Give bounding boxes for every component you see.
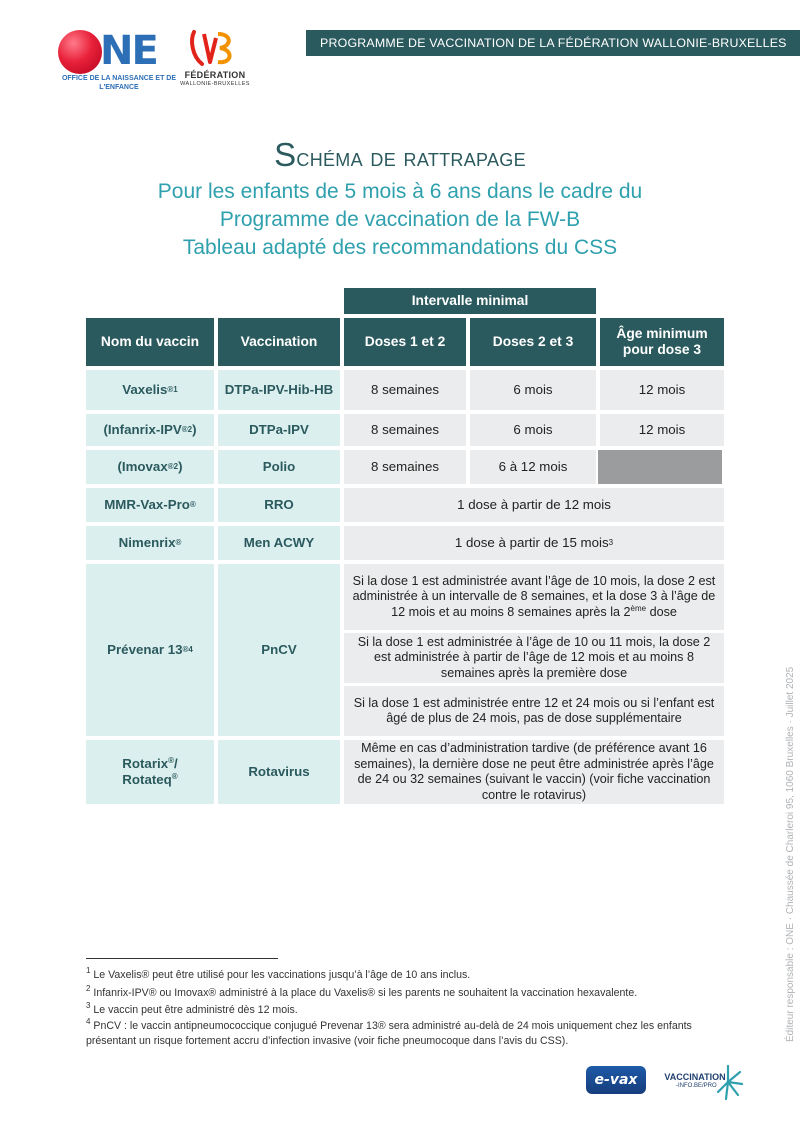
row-infanrix-name: (Infanrix-IPV ®2 ) <box>86 414 214 446</box>
vaccination-info-title: VACCINATION <box>664 1072 726 1082</box>
row-nimenrix-vaccination: Men ACWY <box>218 526 340 560</box>
case-1-text <box>350 574 718 621</box>
fwb-subtitle: WALLONIE-BRUXELLES <box>180 81 250 87</box>
row-vaxelis-age: 12 mois <box>600 370 724 410</box>
subtitle-line-3: Tableau adapté des recommandations du CSS <box>182 236 618 259</box>
vaccine-name-a-text: Rotarix <box>122 756 169 771</box>
vaccine-name: Nimenrix <box>118 535 176 550</box>
footnote-3 <box>86 1003 726 1018</box>
group-header-interval: Intervalle minimal <box>344 288 596 314</box>
row-imovax-name: (Imovax ®2 ) <box>86 450 214 484</box>
catchup-table <box>86 288 724 804</box>
program-banner: PROGRAMME DE VACCINATION DE LA FÉDÉRATION WALLONIE-BRUXELLES <box>306 30 800 56</box>
row-vaxelis-d12: 8 semaines <box>344 370 466 410</box>
footnote-text: PnCV : le vaccin antipneumococcique conjugué Prevenar 13® sera administré au-delà de 24 mois uniquement chez les enfants présentant un risque fortement accru d’infection invasive (voir fiche pneumocoque dans l’avis du CSS). <box>86 1020 692 1047</box>
row-imovax-d12: 8 semaines <box>344 450 466 484</box>
col-header-vaccination: Vaccination <box>218 318 340 366</box>
footnote-num: 4 <box>86 1017 91 1026</box>
one-logo <box>58 28 178 94</box>
row-imovax-d23: 6 à 12 mois <box>470 450 596 484</box>
row-mmr-schedule: 1 dose à partir de 12 mois <box>344 488 724 522</box>
row-infanrix-d23: 6 mois <box>470 414 596 446</box>
footnote-num: 2 <box>86 984 91 993</box>
footnote-4 <box>86 1019 726 1049</box>
vaccine-name-b-sup: ® <box>171 772 178 781</box>
row-vaxelis-name: Vaxelis ®1 <box>86 370 214 410</box>
col-header-age-min: Âge minimum pour dose 3 <box>600 318 724 366</box>
page-title <box>0 138 800 174</box>
footnote-rule <box>86 958 278 959</box>
fwb-title: FÉDÉRATION <box>184 70 246 80</box>
vaccine-name: MMR-Vax-Pro <box>104 497 190 512</box>
row-vaxelis-d23: 6 mois <box>470 370 596 410</box>
vaccine-name-b <box>122 772 177 788</box>
footnote-num: 3 <box>86 1001 91 1010</box>
vaccine-name: (Imovax <box>117 459 168 474</box>
page-title-rest: chéma de rattrapage <box>296 142 526 172</box>
footnote-1 <box>86 968 726 983</box>
row-mmr-name: MMR-Vax-Pro ® <box>86 488 214 522</box>
row-rotarix-name <box>86 740 214 804</box>
vaccination-info-sub: -INFO.BE/PRO <box>676 1083 717 1089</box>
col-header-name: Nom du vaccin <box>86 318 214 366</box>
page-title-initial: S <box>274 136 297 173</box>
row-prevenar-case-1 <box>344 564 724 630</box>
row-prevenar-vaccination: PnCV <box>218 564 340 736</box>
vaccine-name: (Infanrix-IPV <box>103 422 182 437</box>
subtitle-line-2: Programme de vaccination de la FW-B <box>219 208 581 231</box>
subtitle-line-1: Pour les enfants de 5 mois à 6 ans dans le cadre du <box>157 180 643 203</box>
vaccine-name: Prévenar 13 <box>107 642 183 657</box>
row-imovax-age-empty <box>598 450 722 484</box>
row-rotarix-vaccination: Rotavirus <box>218 740 340 804</box>
row-infanrix-vaccination: DTPa-IPV <box>218 414 340 446</box>
vaccine-name-a-suffix: / <box>174 756 178 771</box>
vaccine-name-b-text: Rotateq <box>122 772 172 787</box>
vaccine-name-a <box>122 756 177 772</box>
case-1-text-b: dose <box>646 604 677 619</box>
footnote-text: Le vaccin peut être administré dès 12 mois. <box>90 1004 298 1016</box>
row-nimenrix-name: Nimenrix ® <box>86 526 214 560</box>
col-header-doses-2-3: Doses 2 et 3 <box>470 318 596 366</box>
col-header-doses-1-2: Doses 1 et 2 <box>344 318 466 366</box>
row-infanrix-d12: 8 semaines <box>344 414 466 446</box>
vaccine-name-a-sup: ® <box>168 756 174 765</box>
case-1-text-a: Si la dose 1 est administrée avant l’âge de 10 mois, la dose 2 est administrée à un intervalle de 8 semaines, et la dose 3 à l’âge de 12 mois et au moins 8 semaines après la 2 <box>352 573 716 619</box>
row-nimenrix-schedule: 1 dose à partir de 15 mois 3 <box>344 526 724 560</box>
vaccine-name-suffix: ) <box>192 422 197 437</box>
footnote-text: Le Vaxelis® peut être utilisé pour les vaccinations jusqu’à l’âge de 10 ans inclus. <box>90 969 471 981</box>
one-logo-ball <box>58 30 102 74</box>
footnote-num: 1 <box>86 966 91 975</box>
row-infanrix-age: 12 mois <box>600 414 724 446</box>
one-logo-ne: NE <box>100 28 157 74</box>
vaccination-info-logo <box>660 1060 744 1106</box>
row-prevenar-name: Prévenar 13 ®4 <box>86 564 214 736</box>
one-logo-subtitle: OFFICE DE LA NAISSANCE ET DE L'ENFANCE <box>61 75 177 91</box>
schedule-text: 1 dose à partir de 15 mois <box>454 535 609 550</box>
fwb-mark-icon <box>188 28 236 68</box>
row-imovax-vaccination: Polio <box>218 450 340 484</box>
page-subtitle <box>0 178 800 262</box>
vaccination-info-burst-icon <box>714 1062 744 1102</box>
fwb-logo <box>180 26 250 94</box>
publisher-side-text: Éditeur responsable : ONE · Chaussée de Charleroi 95, 1060 Bruxelles · Juillet 2025 <box>785 666 796 1042</box>
row-mmr-vaccination: RRO <box>218 488 340 522</box>
row-rotarix-schedule: Même en cas d’administration tardive (de préférence avant 16 semaines), la dernière dose ne peut être administrée après l’âge de 24 ou 32 semaines (suivant le vaccin) (voir fiche vaccination contre le rotavirus) <box>344 740 724 804</box>
vaccine-name: Vaxelis <box>122 382 168 397</box>
row-vaxelis-vaccination: DTPa-IPV-Hib-HB <box>218 370 340 410</box>
row-prevenar-case-3: Si la dose 1 est administrée entre 12 et 24 mois ou si l’enfant est âgé de plus de 24 mois, pas de dose supplémentaire <box>344 686 724 736</box>
footnote-2 <box>86 986 726 1001</box>
row-prevenar-case-2: Si la dose 1 est administrée à l’âge de 10 ou 11 mois, la dose 2 est administrée à partir de l’âge de 12 mois et au moins 8 semaines après la première dose <box>344 633 724 683</box>
evax-logo: e-vax <box>586 1066 646 1094</box>
vaccine-name-suffix: ) <box>178 459 183 474</box>
footnote-text: Infanrix-IPV® ou Imovax® administré à la place du Vaxelis® si les parents ne souhaitent la vaccination hexavalente. <box>90 987 638 999</box>
case-1-sup: ème <box>630 603 647 613</box>
